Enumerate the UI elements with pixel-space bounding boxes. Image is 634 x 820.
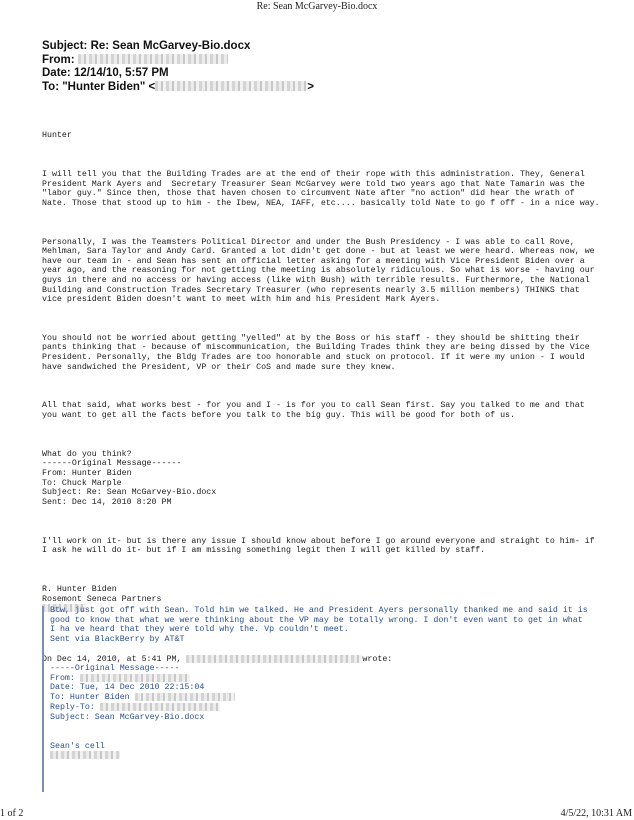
original-to: To: Chuck Marple <box>42 478 122 488</box>
print-timestamp: 4/5/22, 10:31 AM <box>560 808 632 819</box>
redacted-cell-number <box>50 751 120 759</box>
wrote-label: wrote: <box>362 655 393 665</box>
redacted-quoted-to <box>135 693 235 701</box>
original-sent: Sent: Dec 14, 2010 8:20 PM <box>42 497 172 507</box>
redacted-sender <box>78 54 228 64</box>
date-label: Date: <box>42 67 71 79</box>
quoted-date: Date: Tue, 14 Dec 2010 22:15:04 <box>50 683 205 693</box>
quoted-to: To: Hunter Biden <box>50 693 590 703</box>
page-number: 1 of 2 <box>0 808 24 819</box>
original-subject: Subject: Re: Sean McGarvey-Bio.docx <box>42 488 217 498</box>
paragraph-5: I'll work on it- but is there any issue I should know about before I go around everyone and straight to him- if I ask he will do it- but if I am missing something legit then I will get killed by staff. <box>42 536 600 556</box>
original-message-block <box>42 450 602 508</box>
quoted-from: From: <box>50 674 590 684</box>
quoted-cell: Sean's cell <box>50 741 105 751</box>
signature-company: Rosemont Seneca Partners <box>42 594 162 604</box>
redacted-recipient-email <box>155 81 307 91</box>
redacted-quoted-sender <box>80 674 190 682</box>
quoted-separator: -----Original Message----- <box>50 663 180 673</box>
original-separator: ------Original Message------ <box>42 459 182 469</box>
quoted-reply-to: Reply-To: <box>50 703 590 713</box>
to-close: > <box>307 80 314 93</box>
subject-value: Re: Sean McGarvey-Bio.docx <box>90 40 251 52</box>
paragraph-1: I will tell you that the Building Trades are at the end of their rope with this administration. They, General President Mark Ayers and Secretary Treasurer Sean McGarvey were told two years ago that Nate Tamarin was the "labor guy." Since then, those that haven chosen to circumvent Nate after "no action" did hear the wrath of Nate. Those that stood up to him - the Ibew, NEA, IAFF, etc.... basically told Nate to go f off - in a nice way. <box>42 169 600 208</box>
paragraph-4: All that said, what works best - for you and I - is for you to call Sean first. Say you talked to me and that you want to get all the facts before you talk to the big guy. This will be good for both of us. <box>42 401 590 421</box>
signature-name: R. Hunter Biden <box>42 584 117 594</box>
paragraph-3: You should not be worried about getting "yelled" at by the Boss or his staff - they should be shitting their pants thinking that - because of miscommunication, the Building Trades think they are being dissed by the Vice President. Personally, the Bldg Trades are too honorable and stuck on protocol. If it were my union - I would have sandwiched the President, VP or their CoS and made sure they knew. <box>42 333 595 372</box>
question: What do you think? <box>42 449 132 459</box>
page-header: Re: Sean McGarvey-Bio.docx <box>256 1 378 12</box>
paragraph-2: Personally, I was the Teamsters Political Director and under the Bush Presidency - I was able to call Rove, Mehlman, Sara Taylor and Andy Card. Granted a lot didn't get done - but at least we were heard. Whereas now, we have our team in - and Sean has sent an official letter asking for a meeting with Vice President Biden over a year ago, and the reasoning for not getting the meeting is absolutely ridiculous. So what is worse - having our guys in there and no access or having access (like with Bush) with terrible results. Furthermore, the National Building and Construction Trades Secretary Treasurer (who represents nearly 3.5 million members) THINKS that vice president Biden doesn't want to meet with him and his President Mark Ayers. <box>42 237 600 305</box>
to-label: To: <box>42 80 60 93</box>
email-body <box>42 112 602 684</box>
date-value: 12/14/10, 5:57 PM <box>73 67 169 79</box>
quoted-text: Btw, just got off with Sean. Told him we talked. He and President Ayers personally thanked me and said it is good to know that what we were thinking about the VP may be totally wrong. I don't even want to get in what I ha ve heard that they were told why the. Vp couldn't meet. Sent via BlackBerry by AT&T <box>50 606 588 644</box>
greeting: Hunter <box>42 131 72 141</box>
email-header <box>42 40 314 94</box>
to-value: "Hunter Biden" < <box>62 80 156 93</box>
subject-row <box>42 40 314 54</box>
subject-label: Subject: <box>42 40 88 52</box>
date-row <box>42 67 314 81</box>
original-from: From: Hunter Biden <box>42 469 132 478</box>
quoted-subject: Subject: Sean McGarvey-Bio.docx <box>50 712 205 722</box>
to-row <box>42 81 314 95</box>
redacted-reply-to <box>100 703 220 711</box>
on-date: On Dec 14, 2010, at 5:41 PM, <box>42 655 182 665</box>
quoted-message <box>42 606 590 792</box>
from-row <box>42 54 314 68</box>
from-label: From: <box>42 53 75 66</box>
